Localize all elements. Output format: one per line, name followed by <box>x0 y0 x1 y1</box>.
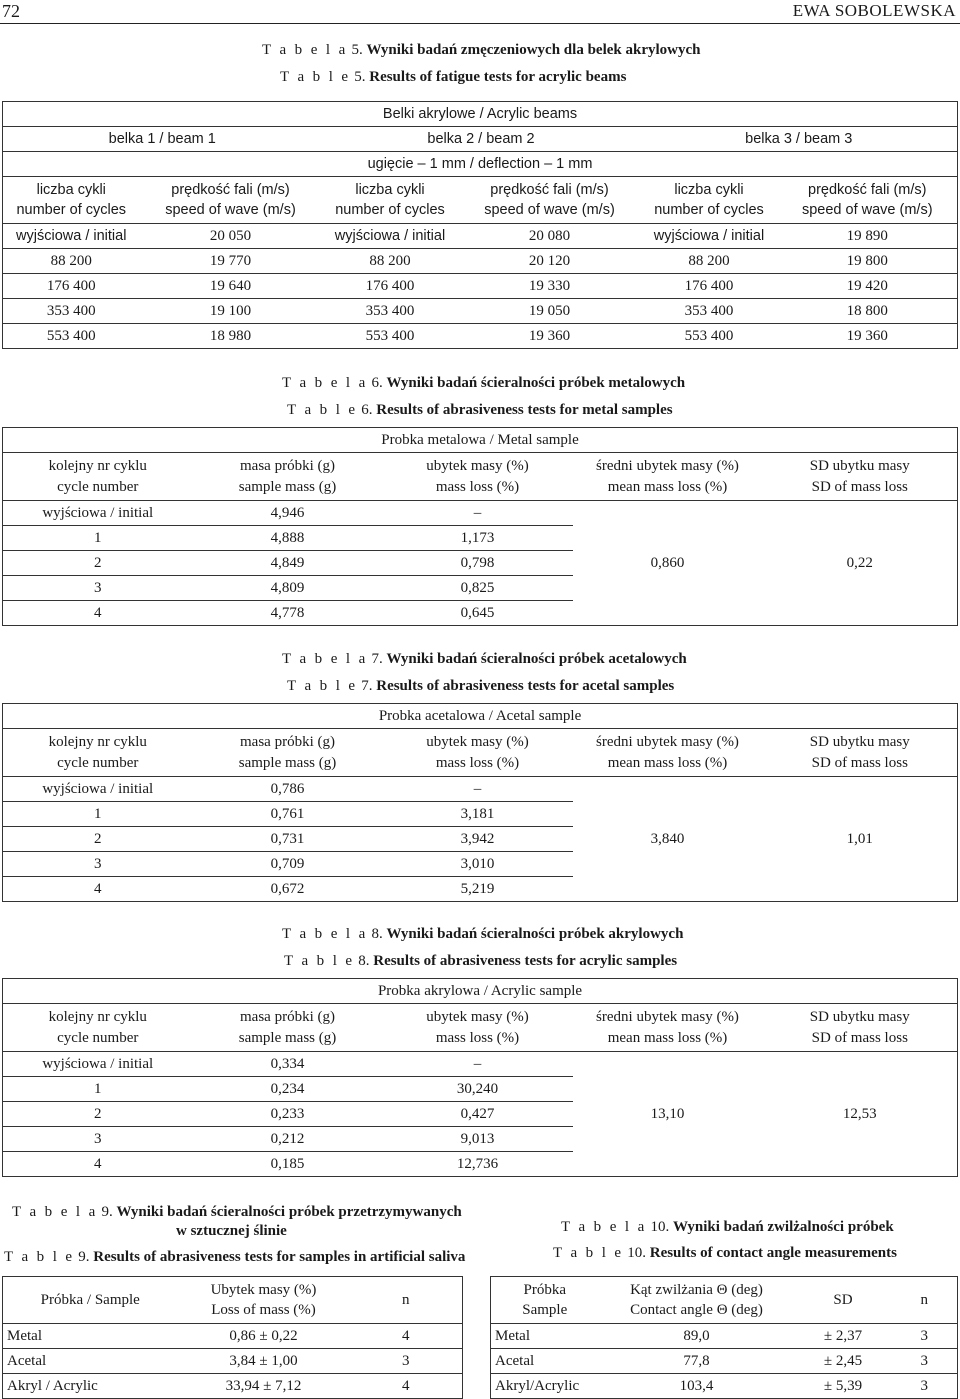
table5-beam-3: belka 3 / beam 3 <box>641 127 958 152</box>
table10-col-angle: Kąt zwilżania Θ (deg) Contact angle Θ (deg) <box>599 1277 795 1324</box>
col-sd: SD ubytku masy SD of mass loss <box>763 729 958 777</box>
table5-col-speed-2: prędkość fali (m/s) speed of wave (m/s) <box>459 177 641 224</box>
table-row: 4 0,672 5,219 <box>3 877 958 902</box>
col-mean: średni ubytek masy (%) mean mass loss (%) <box>573 1004 763 1052</box>
table-row: 2 0,233 0,427 <box>3 1102 958 1127</box>
table-row: Metal 89,0 ± 2,37 3 <box>491 1324 958 1349</box>
table-row: Acetal 3,84 ± 1,00 3 <box>3 1349 463 1374</box>
table-row: 3 0,709 3,010 <box>3 852 958 877</box>
col-mass: masa próbki (g) sample mass (g) <box>193 729 383 777</box>
table8-sd: 12,53 <box>763 1052 958 1177</box>
table-row: 3 0,212 9,013 <box>3 1127 958 1152</box>
table-row: wyjściowa / initial 20 050 wyjściowa / initial 20 080 wyjściowa / initial 19 890 <box>3 224 958 249</box>
table10-caption-en: T a b l e 10. Results of contact angle measurements <box>553 1245 897 1261</box>
page-header <box>0 0 960 24</box>
table-row: 553 400 18 980 553 400 19 360 553 400 19 360 <box>3 324 958 349</box>
table-row: 4 0,185 12,736 <box>3 1152 958 1177</box>
table9-col-n: n <box>350 1277 463 1324</box>
table6-group-header: Probka metalowa / Metal sample <box>3 428 958 453</box>
table-row: 3 4,809 0,825 <box>3 576 958 601</box>
table7-sd: 1,01 <box>763 777 958 902</box>
col-mass: masa próbki (g) sample mass (g) <box>193 453 383 501</box>
table9-artificial-saliva <box>2 1276 463 1399</box>
table5-beam-1: belka 1 / beam 1 <box>3 127 322 152</box>
table-row: wyjściowa / initial 4,946 – 0,860 0,22 <box>3 501 958 526</box>
table-row: 1 4,888 1,173 <box>3 526 958 551</box>
page-number: 72 <box>2 1 20 21</box>
table7-group-header: Probka acetalowa / Acetal sample <box>3 704 958 729</box>
table5-col-cycles-2: liczba cykli number of cycles <box>322 177 459 224</box>
table6-mean: 0,860 <box>573 501 763 626</box>
table-row: 176 400 19 640 176 400 19 330 176 400 19 420 <box>3 274 958 299</box>
table5-col-speed-1: prędkość fali (m/s) speed of wave (m/s) <box>140 177 322 224</box>
table8-caption-pl: T a b e l a 8. Wyniki badań ścieralności próbek akrylowych <box>282 926 684 942</box>
table5-fatigue <box>2 101 958 349</box>
table8-acrylic <box>2 978 958 1177</box>
table-row: Metal 0,86 ± 0,22 4 <box>3 1324 463 1349</box>
table-row: Akryl/Acrylic 103,4 ± 5,39 3 <box>491 1374 958 1399</box>
table-row: 1 0,234 30,240 <box>3 1077 958 1102</box>
header-rule <box>0 23 960 24</box>
table8-group-header: Probka akrylowa / Acrylic sample <box>3 979 958 1004</box>
table10-caption-pl: T a b e l a 10. Wyniki badań zwilżalności próbek <box>561 1219 894 1235</box>
table8-caption-en: T a b l e 8. Results of abrasiveness tests for acrylic samples <box>284 953 678 969</box>
table5-col-speed-3: prędkość fali (m/s) speed of wave (m/s) <box>778 177 958 224</box>
col-mass: masa próbki (g) sample mass (g) <box>193 1004 383 1052</box>
table-row: wyjściowa / initial 0,334 – 13,10 12,53 <box>3 1052 958 1077</box>
col-loss: ubytek masy (%) mass loss (%) <box>383 453 573 501</box>
col-mean: średni ubytek masy (%) mean mass loss (%) <box>573 729 763 777</box>
table7-caption-en: T a b l e 7. Results of abrasiveness tests for acetal samples <box>287 678 675 694</box>
table-row: wyjściowa / initial 0,786 – 3,840 1,01 <box>3 777 958 802</box>
table5-col-cycles-1: liczba cykli number of cycles <box>3 177 140 224</box>
table10-col-sample: Próbka Sample <box>491 1277 599 1324</box>
col-cycle: kolejny nr cyklu cycle number <box>3 729 193 777</box>
table10-contact-angle <box>490 1276 958 1399</box>
table8-mean: 13,10 <box>573 1052 763 1177</box>
table-row: 88 200 19 770 88 200 20 120 88 200 19 800 <box>3 249 958 274</box>
table5-deflection: ugięcie – 1 mm / deflection – 1 mm <box>3 152 958 177</box>
table-row: Acetal 77,8 ± 2,45 3 <box>491 1349 958 1374</box>
table-row: 2 4,849 0,798 <box>3 551 958 576</box>
table7-acetal <box>2 703 958 902</box>
table6-caption-pl: T a b e l a 6. Wyniki badań ścieralności próbek metalowych <box>282 375 686 391</box>
col-cycle: kolejny nr cyklu cycle number <box>3 1004 193 1052</box>
table7-caption-pl: T a b e l a 7. Wyniki badań ścieralności próbek acetalowych <box>282 651 687 667</box>
table6-sd: 0,22 <box>763 501 958 626</box>
table5-caption-pl: T a b e l a 5. Wyniki badań zmęczeniowych dla belek akrylowych <box>262 42 701 58</box>
table5-caption-en: T a b l e 5. Results of fatigue tests for acrylic beams <box>280 69 627 85</box>
table10-col-n: n <box>892 1277 958 1324</box>
table-row: 4 4,778 0,645 <box>3 601 958 626</box>
table5-col-cycles-3: liczba cykli number of cycles <box>641 177 778 224</box>
table-row: Akryl / Acrylic 33,94 ± 7,12 4 <box>3 1374 463 1399</box>
table-row: 1 0,761 3,181 <box>3 802 958 827</box>
table5-group-header: Belki akrylowe / Acrylic beams <box>3 102 958 127</box>
table5-beam-2: belka 2 / beam 2 <box>322 127 641 152</box>
col-sd: SD ubytku masy SD of mass loss <box>763 453 958 501</box>
table9-caption-en: T a b l e 9. Results of abrasiveness tests for samples in artificial saliva <box>4 1249 466 1265</box>
table9-col-sample: Próbka / Sample <box>3 1277 178 1324</box>
table-row: 353 400 19 100 353 400 19 050 353 400 18 800 <box>3 299 958 324</box>
table6-metal <box>2 427 958 626</box>
col-mean: średni ubytek masy (%) mean mass loss (%) <box>573 453 763 501</box>
table7-mean: 3,840 <box>573 777 763 902</box>
table-row: 2 0,731 3,942 <box>3 827 958 852</box>
running-author: EWA SOBOLEWSKA <box>792 1 956 20</box>
table6-caption-en: T a b l e 6. Results of abrasiveness tests for metal samples <box>287 402 673 418</box>
table9-col-loss: Ubytek masy (%) Loss of mass (%) <box>178 1277 350 1324</box>
col-loss: ubytek masy (%) mass loss (%) <box>383 729 573 777</box>
col-cycle: kolejny nr cyklu cycle number <box>3 453 193 501</box>
table9-caption-pl: T a b e l a 9. Wyniki badań ścieralności próbek przetrzymywanych <box>12 1204 462 1220</box>
col-sd: SD ubytku masy SD of mass loss <box>763 1004 958 1052</box>
table10-col-sd: SD <box>795 1277 892 1324</box>
col-loss: ubytek masy (%) mass loss (%) <box>383 1004 573 1052</box>
table9-caption-pl-line2: w sztucznej ślinie <box>176 1223 287 1239</box>
